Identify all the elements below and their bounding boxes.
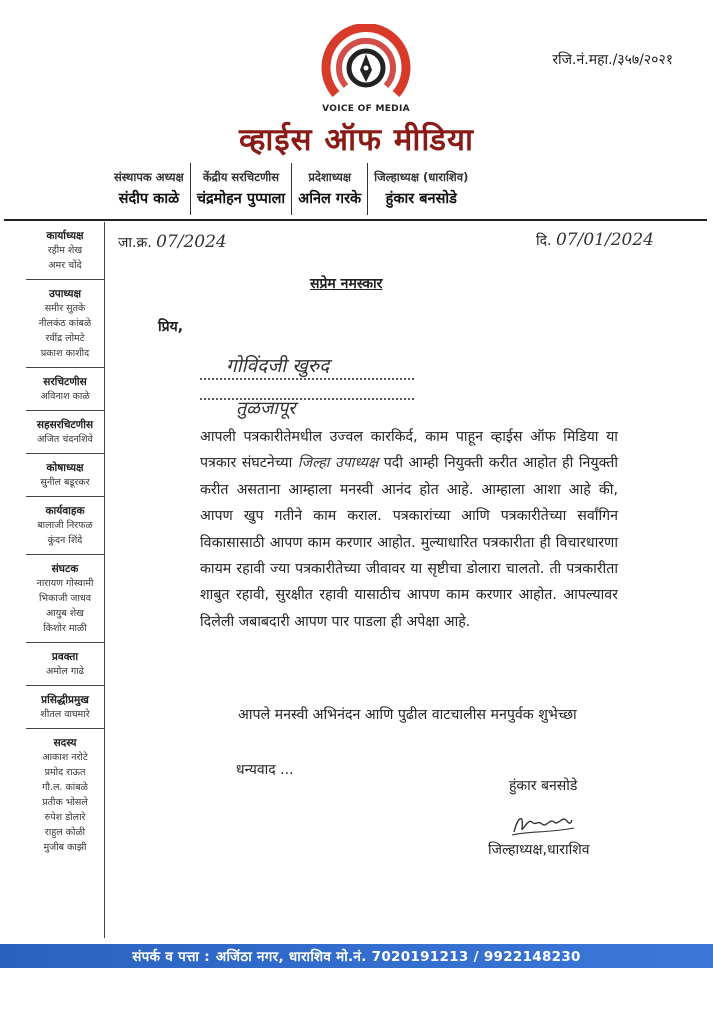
sidebar-group [26,222,104,280]
recipient-place: तुळजापूर [236,398,296,419]
sidebar-member: गौ.ल. कांबळे [42,782,88,793]
contact-footer [0,944,713,968]
officer-name: हुंकार बनसोडे [385,191,457,207]
sidebar-member: रुपेश डोलारे [44,812,86,823]
body-text-2: पदी आम्ही नियुक्ती करीत आहोत ही नियुक्ती करीत असताना आम्हाला मनस्वी आनंद होत आहे. आम्हाला आशा आहे की, आपण खुप गतीने काम कराल. पत्रकारांच्या आणि पत्रकारीतेच्या सर्वांगिन विकासासाठी आपण काम करणार आहोत. मुल्याधारित पत्रकारीता ही विचारधारणा कायम रहावी ज्या पत्रकारीतेच्या जीवावर या सृष्टीचा डोलारा चालतो. ती पत्रकारीता शाबुत रहावी, सुरक्षीत रहावी यासाठीच आपण काम करणार आहोत. आपल्यावर दिलेली जबाबदारी आपण पार पाडला ही अपेक्षा आहे. [200,455,618,630]
sidebar-member: किशोर माळी [43,623,87,634]
closing-wishes [200,702,618,728]
sidebar-group-title: सहसरचिटणीस [36,419,94,431]
sidebar-group [26,411,104,454]
sidebar-group-title: कार्यवाहक [45,505,85,517]
sidebar-member: समीर सुतके [44,303,86,314]
sidebar-member: बालाजी निरफळ [37,520,93,531]
sidebar-member: राहुल कोळी [44,827,86,838]
sidebar-group [26,729,104,861]
officer-role: प्रदेशाध्यक्ष [308,170,352,184]
date-label: दि. [536,233,552,249]
handwritten-signature [508,808,588,840]
sidebar-group-title: सरचिटणीस [43,376,87,388]
sidebar-group-title: संघटक [51,563,79,575]
sidebar-member: सुनील बडूरकर [40,477,90,488]
body-text-1: आपली पत्रकारीतेमधील उज्वल कारकिर्द, काम पाहून व्हाईस ऑफ मिडिया या पत्रकार संघटनेच्या [200,429,618,472]
recipient-name-line [200,378,414,380]
footer-label: संपर्क व पत्ता : [132,949,210,965]
officer-state-president [291,163,367,215]
sidebar-member: अजित चंदनशिवे [37,434,93,445]
officer-role: जिल्हाध्यक्ष (धाराशिव) [374,170,469,184]
sidebar-member: शीतल वाघमारे [40,709,90,720]
officer-name: चंद्रमोहन पुप्पाला [196,191,286,207]
sidebar-group [26,454,104,497]
sidebar-group [26,280,104,368]
sidebar-member: प्रकाश काशीद [40,348,90,359]
sidebar-member: रहीम शेख [47,245,83,256]
organization-title: व्हाईस ऑफ मीडिया [238,122,474,158]
sidebar-member: मुजीब काझी [43,842,87,853]
officer-role: संस्थापक अध्यक्ष [114,170,184,184]
officer-district-president [367,163,474,215]
sidebar-member: आयुब शेख [46,608,84,619]
reference-label: जा.क्र. [118,235,152,251]
salutation: सप्रेम नमस्कार [310,276,383,292]
date-value: 07/01/2024 [555,230,654,250]
officer-founder [108,163,190,215]
officer-central-secretary [190,163,291,215]
sidebar-member: भिकाजी जाधव [38,593,92,604]
sidebar-group [26,368,104,411]
sidebar-group-title: सदस्य [53,737,77,749]
sidebar-member: प्रमोद राऊत [44,767,86,778]
sidebar-group [26,643,104,686]
signatory-designation: जिल्हाध्यक्ष,धाराशिव [488,842,590,858]
sidebar-group-title: उपाध्यक्ष [48,288,81,300]
officers-row [108,163,603,215]
sidebar-group [26,686,104,729]
registration-number: रजि.नं.महा./३५७/२०२१ [552,52,673,68]
sidebar-group-title: प्रसिद्धीप्रमुख [41,694,89,706]
recipient-place-line [200,398,414,400]
officer-name: संदीप काळे [118,191,180,207]
sidebar-group [26,555,104,643]
sidebar-group-title: कोषाध्यक्ष [46,462,84,474]
closing-text: आपले मनस्वी अभिनंदन आणि पुढील वाटचालीस मनपुर्वक शुभेच्छा [238,707,577,723]
sidebar-member: अमर चोंदे [48,260,82,271]
appointed-post: जिल्हा उपाध्यक्ष [297,455,379,472]
officer-role: केंद्रीय सरचिटणीस [202,170,280,184]
greeting: प्रिय, [158,319,184,335]
recipient-name: गोविंदजी खुरुद [226,355,330,377]
signatory-name: हुंकार बनसोडे [509,778,578,794]
officer-name: अनिल गरके [298,191,362,207]
logo-text: VOICE OF MEDIA [322,104,410,114]
sidebar-group-title: कार्याध्यक्ष [46,230,84,242]
thanks-text: धन्यवाद ... [236,762,294,778]
sidebar-member: अमोल गाढे [45,666,85,677]
sidebar-member: अविनाश काळे [40,391,90,402]
header-divider [4,219,707,221]
sidebar-member: आकाश नरोटे [42,752,88,763]
reference-value: 07/2024 [156,232,227,252]
letter-date [536,230,654,250]
sidebar-group-title: प्रवक्ता [51,651,79,663]
sidebar-member: रवींद्र लोमटे [45,333,85,344]
office-bearers-sidebar [26,222,105,938]
reference-number [118,232,227,252]
sidebar-group [26,497,104,555]
footer-address: अजिंठा नगर, धाराशिव मो.नं. 7020191213 / 9922148230 [215,949,581,965]
letter-body [200,424,618,635]
sidebar-member: प्रतीक भोसले [42,797,88,808]
sidebar-member: नारायण गोस्वामी [36,578,94,589]
sidebar-member: नीलकंठ कांबळे [38,318,92,329]
sidebar-member: कुंदन शिंदे [47,535,83,546]
